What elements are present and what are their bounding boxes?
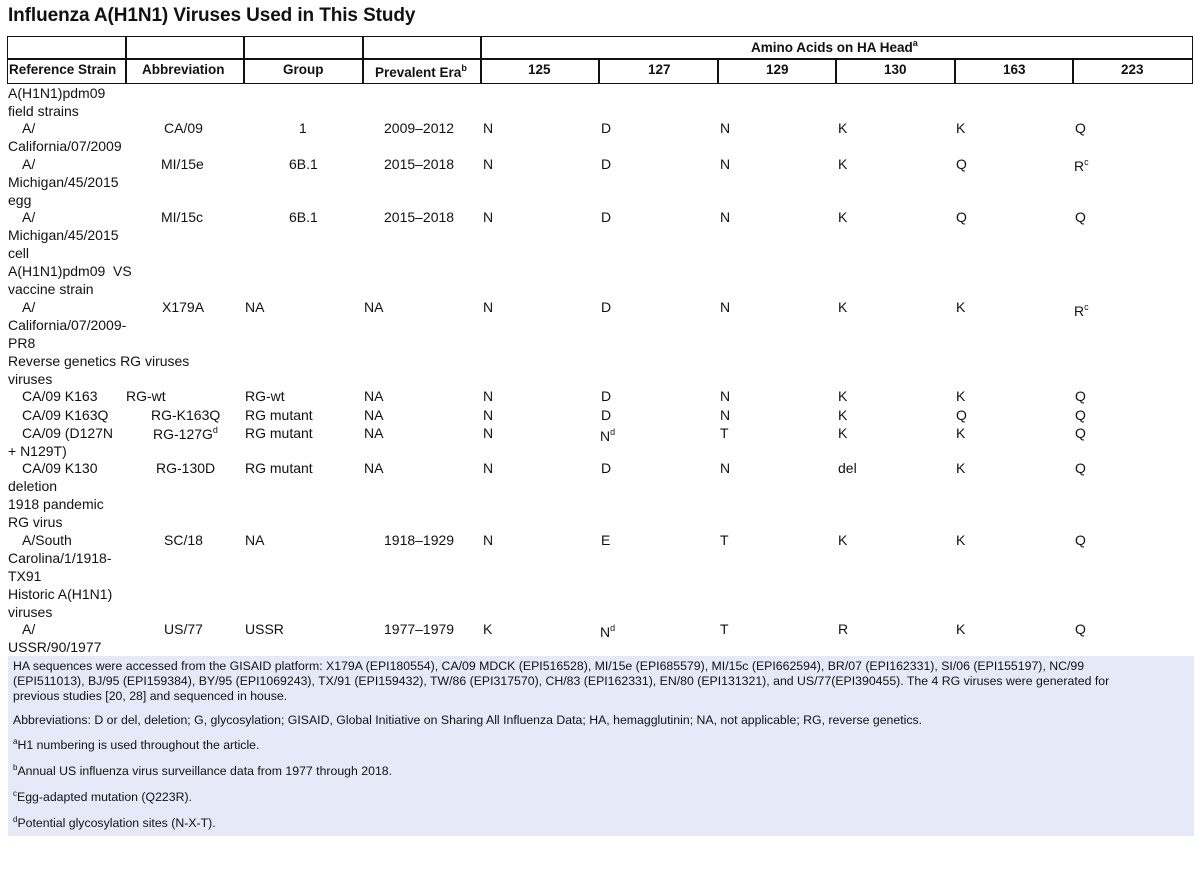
header-cell-blank — [7, 36, 126, 59]
section-label: A(H1N1)pdm09 field strains — [8, 85, 106, 119]
aa-223: $R^c$ — [1074, 302, 1089, 319]
aa-129: N — [720, 156, 731, 172]
group: RG-wt — [245, 388, 285, 404]
reference-strain: A/ Michigan/45/2015 cell — [8, 209, 119, 261]
column-header-group — [244, 59, 363, 84]
section-label: 1918 pandemic RG virus — [8, 496, 104, 530]
column-header-era-label: Prevalent Era$^b$ — [375, 63, 467, 80]
aa-127: D — [601, 460, 612, 476]
prevalent-era: NA — [364, 388, 384, 404]
column-header-223 — [1073, 59, 1193, 84]
sequence-note: HA sequences were accessed from the GISAID platform: X179A (EPI180554), CA/09 MDCK (EPI516528), MI/15e (EPI685579), MI/15c (EPI662594), BR/07 (EPI162331), SI/06 (EPI155197), NC/99 (EPI511013), BJ/95 (EPI159384), BY/95 (EPI1069243), TX/91 (EPI159432), TW/86 (EPI317570), CH/83 (EPI162331), EN/80 (EPI131321), and US/77(EPI390455). The 4 RG viruses were generated for previous studies [20, 28] and sequenced in house. — [13, 659, 1110, 703]
abbreviation: $RG-127G^d$ — [153, 425, 218, 442]
aa-129: T — [720, 621, 729, 637]
abbreviation: RG-K163Q — [151, 407, 221, 423]
aa-125: N — [483, 299, 494, 315]
reference-strain: CA/09 (D127N + N129T) — [8, 425, 114, 459]
reference-strain: A/ Michigan/45/2015 egg — [8, 156, 119, 208]
aa-127: D — [601, 388, 612, 404]
aa-130: K — [838, 388, 848, 404]
reference-strain: CA/09 K130 deletion — [8, 460, 98, 494]
aa-125: N — [483, 388, 494, 404]
aa-125: N — [483, 460, 494, 476]
prevalent-era: NA — [364, 425, 384, 441]
aa-127: D — [601, 120, 612, 136]
aa-163: K — [956, 425, 966, 441]
prevalent-era: 1977–1979 — [384, 621, 455, 637]
aa-129: N — [720, 388, 731, 404]
aa-223: Q — [1075, 209, 1086, 225]
table-footnotes — [8, 656, 1194, 836]
aa-130: K — [838, 156, 848, 172]
prevalent-era: NA — [364, 460, 384, 476]
aa-127: D — [601, 407, 612, 423]
aa-130: R — [838, 621, 849, 637]
abbreviation: RG-130D — [156, 460, 216, 476]
abbreviation: MI/15e — [161, 156, 204, 172]
aa-130: K — [838, 407, 848, 423]
column-header-strain-label: Reference Strain — [9, 62, 117, 77]
abbreviations-note: Abbreviations: D or del, deletion; G, glycosylation; GISAID, Global Initiative on Sharing All Influenza Data; HA, hemagglutinin; NA, not applicable; RG, reverse genetics. — [13, 713, 923, 727]
aa-129: N — [720, 209, 731, 225]
prevalent-era: NA — [364, 299, 384, 315]
footnote-d: $^d$Potential glycosylation sites (N-X-T). — [13, 815, 216, 830]
aa-163: K — [956, 532, 966, 548]
column-header-era — [363, 59, 481, 84]
abbreviation: US/77 — [164, 621, 203, 637]
group: USSR — [245, 621, 284, 637]
aa-125: N — [483, 425, 494, 441]
aa-130: K — [838, 532, 848, 548]
aa-129: T — [720, 425, 729, 441]
aa-125: N — [483, 209, 494, 225]
aa-223: Q — [1075, 120, 1086, 136]
aa-130: K — [838, 299, 848, 315]
aa-163: Q — [956, 407, 967, 423]
aa-130: K — [838, 120, 848, 136]
column-header-abbreviation — [126, 59, 244, 84]
aa-163: K — [956, 621, 966, 637]
aa-223: Q — [1075, 460, 1086, 476]
prevalent-era: NA — [364, 407, 384, 423]
prevalent-era: 2015–2018 — [384, 156, 455, 172]
prevalent-era: 2009–2012 — [384, 120, 455, 136]
table-header — [7, 36, 1193, 84]
aa-223: Q — [1075, 532, 1086, 548]
reference-strain: A/ USSR/90/1977 — [8, 621, 102, 655]
abbreviation: RG-wt — [126, 388, 166, 404]
aa-163: Q — [956, 209, 967, 225]
header-cell-blank — [363, 36, 481, 59]
column-header-group-label: Group — [283, 62, 324, 77]
aa-129: N — [720, 299, 731, 315]
aa-125: N — [483, 156, 494, 172]
reference-strain: CA/09 K163Q — [22, 407, 109, 423]
reference-strain: A/ California/07/2009 — [8, 120, 122, 154]
column-header-130 — [836, 59, 955, 84]
aa-129: N — [720, 460, 731, 476]
group: RG mutant — [245, 460, 313, 476]
aa-127: D — [601, 156, 612, 172]
column-header-127-label: 127 — [648, 62, 671, 77]
aa-129: T — [720, 532, 729, 548]
group: RG mutant — [245, 425, 313, 441]
aa-127: $N^d$ — [600, 427, 616, 444]
aa-223: $R^c$ — [1074, 157, 1089, 174]
aa-125: N — [483, 120, 494, 136]
group: RG mutant — [245, 407, 313, 423]
column-header-130-label: 130 — [884, 62, 907, 77]
aa-223: Q — [1075, 621, 1086, 637]
group: 6B.1 — [289, 209, 318, 225]
header-cell-blank — [126, 36, 244, 59]
column-header-129-label: 129 — [766, 62, 789, 77]
table-title: Influenza A(H1N1) Viruses Used in This Study — [8, 5, 416, 26]
aa-129: N — [720, 407, 731, 423]
aa-125: N — [483, 407, 494, 423]
amino-acids-header-label: Amino Acids on HA Head$^a$ — [751, 38, 918, 55]
aa-163: K — [956, 120, 966, 136]
footnote-a: $^a$H1 numbering is used throughout the article. — [13, 737, 260, 752]
aa-223: Q — [1075, 407, 1086, 423]
aa-129: N — [720, 120, 731, 136]
aa-130: K — [838, 209, 848, 225]
column-header-125 — [481, 59, 599, 84]
reference-strain: CA/09 K163 — [22, 388, 98, 404]
column-header-163-label: 163 — [1003, 62, 1026, 77]
group: 6B.1 — [289, 156, 318, 172]
abbreviation: MI/15c — [161, 209, 204, 225]
footnote-b: $^b$Annual US influenza virus surveillance data from 1977 through 2018. — [13, 763, 393, 778]
column-header-223-label: 223 — [1121, 62, 1144, 77]
aa-125: K — [483, 621, 493, 637]
aa-127: E — [601, 532, 611, 548]
aa-127: $N^d$ — [600, 623, 616, 640]
column-header-strain — [7, 59, 126, 84]
aa-130: del — [838, 460, 857, 476]
group: 1 — [299, 120, 307, 136]
aa-127: D — [601, 209, 612, 225]
section-label: A(H1N1)pdm09 VS vaccine strain — [8, 263, 132, 297]
prevalent-era: 2015–2018 — [384, 209, 455, 225]
aa-163: K — [956, 388, 966, 404]
group: NA — [245, 299, 265, 315]
reference-strain: A/ California/07/2009- PR8 — [8, 299, 127, 351]
aa-130: K — [838, 425, 848, 441]
section-label: Reverse genetics RG viruses viruses — [8, 353, 190, 387]
column-header-abbreviation-label: Abbreviation — [142, 62, 225, 77]
section-label: Historic A(H1N1) viruses — [8, 586, 113, 620]
abbreviation: CA/09 — [164, 120, 203, 136]
aa-127: D — [601, 299, 612, 315]
abbreviation: SC/18 — [164, 532, 203, 548]
aa-163: Q — [956, 156, 967, 172]
footnote-c: $^c$Egg-adapted mutation (Q223R). — [13, 789, 192, 804]
group: NA — [245, 532, 265, 548]
column-header-163 — [955, 59, 1073, 84]
aa-223: Q — [1075, 388, 1086, 404]
prevalent-era: 1918–1929 — [384, 532, 455, 548]
reference-strain: A/South Carolina/1/1918- TX91 — [8, 532, 112, 584]
aa-125: N — [483, 532, 494, 548]
aa-223: Q — [1075, 425, 1086, 441]
header-cell-blank — [244, 36, 363, 59]
amino-acids-header-cell — [481, 36, 1193, 59]
aa-163: K — [956, 460, 966, 476]
abbreviation: X179A — [162, 299, 205, 315]
aa-163: K — [956, 299, 966, 315]
column-header-129 — [718, 59, 836, 84]
column-header-125-label: 125 — [528, 62, 551, 77]
column-header-127 — [599, 59, 718, 84]
